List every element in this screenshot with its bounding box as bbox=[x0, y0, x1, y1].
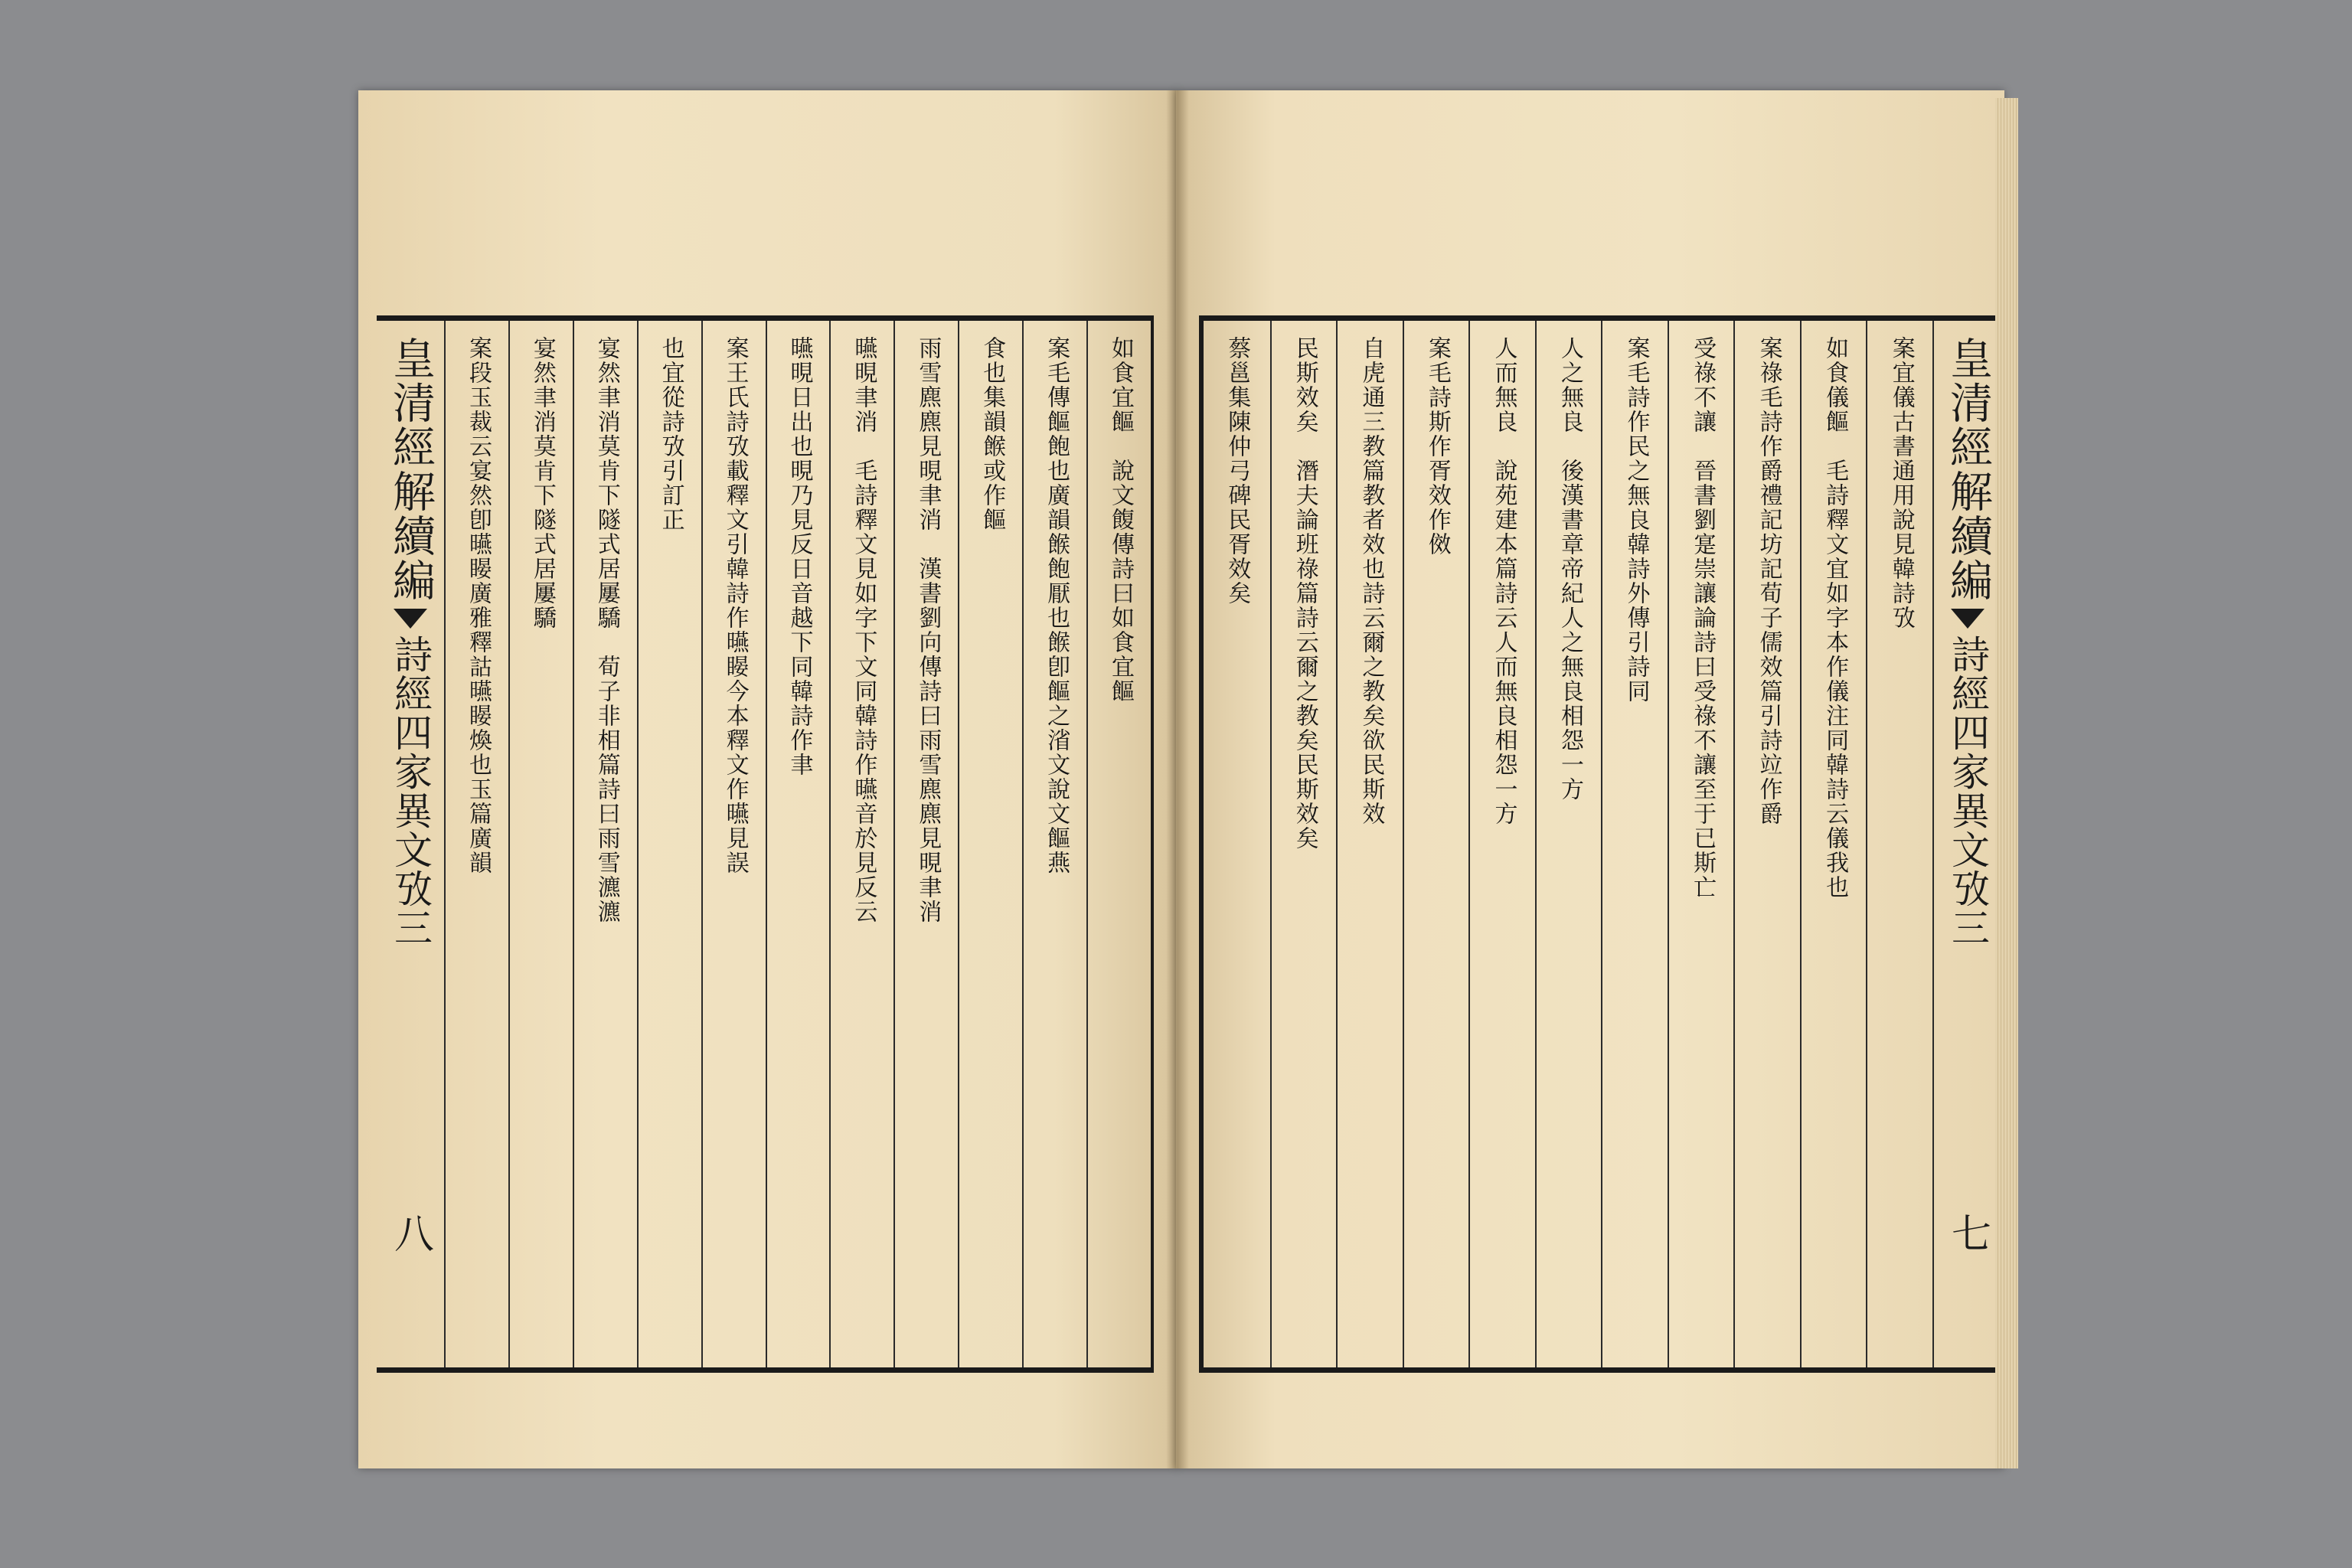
right-column-text: 案毛詩斯作胥效作傚 bbox=[1423, 336, 1451, 557]
left-fish-tail-mark bbox=[394, 609, 427, 629]
left-text-column bbox=[637, 321, 703, 1367]
right-column-text: 案宜儀古書通用說見韓詩攷 bbox=[1887, 336, 1915, 630]
right-column-text: 自虎通三教篇教者效也詩云爾之教矣欲民斯效 bbox=[1357, 336, 1385, 826]
left-text-column bbox=[701, 321, 767, 1367]
right-text-column bbox=[1336, 321, 1404, 1367]
right-column-text: 如食儀饇 毛詩釋文宜如字本作儀注同韓詩云儀我也 bbox=[1821, 336, 1849, 900]
left-text-column bbox=[444, 321, 510, 1367]
left-column-text: 案段玉裁云宴然卽曣䁙廣雅釋詁曣䁙煥也玉篇廣韻 bbox=[464, 336, 492, 875]
right-banxin-title: 皇清經解續編 bbox=[1943, 336, 1993, 603]
right-column-text: 人而無良 說苑建本篇詩云人而無良相怨一方 bbox=[1490, 336, 1517, 826]
left-column-text: 宴然聿消莫肯下隧式居屢驕 bbox=[528, 336, 556, 630]
right-text-column bbox=[1270, 321, 1338, 1367]
right-text-column bbox=[1668, 321, 1736, 1367]
left-banxin-title: 皇清經解續編 bbox=[386, 336, 436, 603]
left-text-column bbox=[893, 321, 959, 1367]
right-fish-tail-mark bbox=[1951, 609, 1984, 629]
right-column-text: 受祿不讓 晉書劉寔崇讓論詩曰受祿不讓至于已斯亡 bbox=[1689, 336, 1717, 900]
right-text-column bbox=[1204, 321, 1270, 1367]
right-column-text: 人之無良 後漢書章帝紀人之無良相怨一方 bbox=[1556, 336, 1583, 802]
open-book bbox=[358, 90, 2004, 1468]
right-folio-number: 七 bbox=[1944, 1213, 1991, 1253]
right-text-column bbox=[1468, 321, 1537, 1367]
right-column-text: 案祿毛詩作爵禮記坊記荀子儒效篇引詩竝作爵 bbox=[1755, 336, 1782, 826]
right-column-text: 案毛詩作民之無良韓詩外傳引詩同 bbox=[1622, 336, 1650, 704]
left-column-text: 雨雪麃麃見晛聿消 漢書劉向傳詩曰雨雪麃麃見晛聿消 bbox=[914, 336, 942, 924]
right-text-column bbox=[1403, 321, 1471, 1367]
left-column-text: 也宜從詩攷引訂正 bbox=[657, 336, 684, 532]
left-print-frame bbox=[377, 315, 1154, 1373]
left-column-text: 案王氏詩攷載釋文引韓詩作曣䁙今本釋文作曣見誤 bbox=[721, 336, 749, 875]
left-text-column bbox=[573, 321, 639, 1367]
left-column-text: 曣晛聿消 毛詩釋文見如字下文同韓詩作曣音於見反云 bbox=[850, 336, 877, 924]
left-page bbox=[358, 90, 1178, 1468]
right-text-column bbox=[1800, 321, 1868, 1367]
right-column-text: 蔡邕集陳仲弓碑民胥效矣 bbox=[1223, 336, 1251, 606]
left-text-column bbox=[1086, 321, 1152, 1367]
left-folio-number: 八 bbox=[387, 1213, 433, 1253]
left-column-text: 食也集韻餱或作饇 bbox=[978, 336, 1006, 532]
left-text-column bbox=[508, 321, 574, 1367]
right-column-text: 民斯效矣 潛夫論班祿篇詩云爾之教矣民斯效矣 bbox=[1291, 336, 1318, 851]
page-edges bbox=[1995, 98, 2018, 1468]
right-text-column bbox=[1601, 321, 1669, 1367]
left-column-text: 如食宜饇 說文𩜲傳詩曰如食宜饇 bbox=[1107, 336, 1135, 704]
left-column-text: 案毛傳饇飽也廣韻餱飽厭也餱卽饇之渻文說文饇燕 bbox=[1043, 336, 1070, 875]
right-banxin bbox=[1932, 321, 2001, 1367]
left-text-column bbox=[958, 321, 1024, 1367]
left-column-text: 曣晛日出也晛乃見反日音越下同韓詩作聿 bbox=[786, 336, 813, 777]
left-text-column bbox=[829, 321, 895, 1367]
right-text-column bbox=[1733, 321, 1802, 1367]
left-text-column bbox=[766, 321, 831, 1367]
book-gutter bbox=[1166, 90, 1189, 1468]
left-banxin-subtitle: 詩經四家異文攷三 bbox=[388, 635, 433, 947]
right-print-frame bbox=[1199, 315, 2000, 1373]
right-banxin-subtitle: 詩經四家異文攷三 bbox=[1945, 635, 1990, 947]
left-column-text: 宴然聿消莫肯下隧式居屢驕 荀子非相篇詩曰雨雪瀌瀌 bbox=[593, 336, 620, 924]
left-banxin bbox=[377, 321, 446, 1367]
right-text-column bbox=[1535, 321, 1603, 1367]
left-text-column bbox=[1022, 321, 1088, 1367]
right-text-column bbox=[1866, 321, 1934, 1367]
